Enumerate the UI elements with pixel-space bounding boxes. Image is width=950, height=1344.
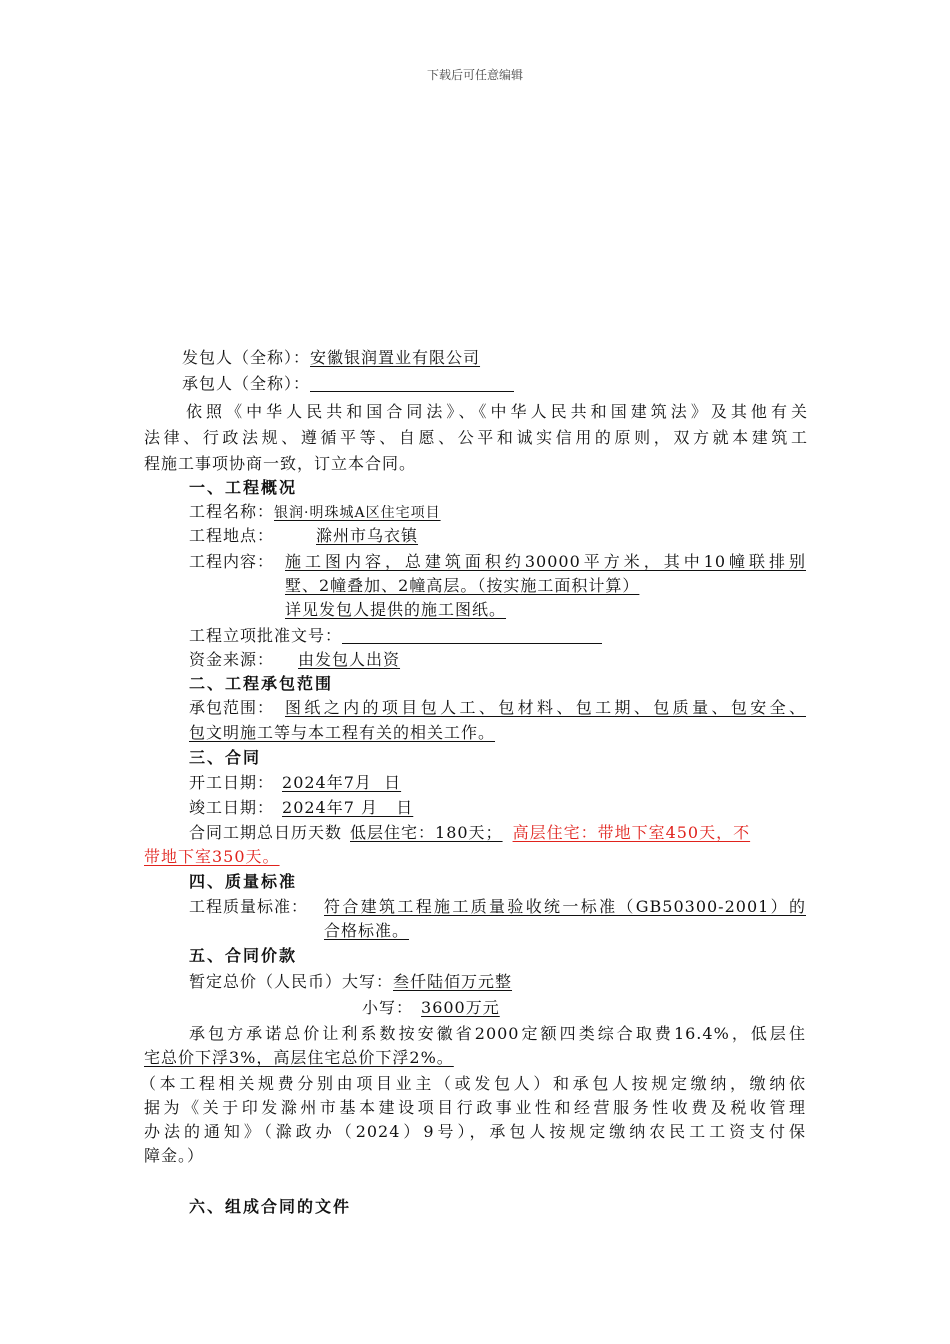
project-name-value: 银润·明珠城A区住宅项目 [274,505,441,521]
page-header-note: 下载后可任意编辑 [426,68,523,82]
price-upper-label: 暂定总价（人民币）大写： [189,972,394,991]
start-date-value: 2024年7月 日 [282,773,402,792]
end-date-value: 2024年7 月 日 [282,798,414,817]
quality-line-2: 合格标准。 [324,921,410,940]
section-1-heading: 一、工程概况 [189,478,298,497]
price-promise-line-2: 宅总价下浮3%，高层住宅总价下浮2%。 [144,1048,454,1067]
start-date-line [189,771,444,795]
fee-note-line-1: （本工程相关规费分别由项目业主（或发包人）和承包人按规定缴纳，缴纳依 [140,1074,806,1093]
quality-line-1: 符合建筑工程施工质量验收统一标准（GB50300-2001）的 [324,897,806,916]
fee-note-line-2: 据为《关于印发滁州市基本建设项目行政事业性和经营服务性收费及税收管理 [144,1098,806,1117]
fund-source-label: 资金来源： [189,650,275,669]
price-lower-line [362,996,500,1020]
intro-line-3: 程施工事项协商一致，订立本合同。 [144,454,417,473]
fee-note-line-3: 办法的通知》（滁政办（2024）9号），承包人按规定缴纳农民工工资支付保 [144,1122,806,1141]
project-location-label: 工程地点： [189,526,275,545]
contractor-label: 承包人（全称）： [182,374,311,393]
project-content-line-1: 施工图内容，总建筑面积约30000平方米，其中10幢联排别 [285,552,806,571]
duration-high-rise: 高层住宅：带地下室450天，不 [512,823,751,842]
duration-label: 合同工期总日历天数 [189,823,343,842]
price-upper-line [189,970,512,994]
scope-label: 承包范围： [189,698,275,717]
end-date-label: 竣工日期： [189,798,275,817]
project-location-line [189,524,502,548]
duration-low-rise: 低层住宅：180天； [350,823,503,842]
start-date-label: 开工日期： [189,773,275,792]
end-date-line [189,796,460,820]
employer-label: 发包人（全称）： [182,348,311,367]
price-promise-line-1: 承包方承诺总价让利系数按安徽省2000定额四类综合取费16.4%，低层住 [189,1024,806,1043]
section-3-heading: 三、合同 [189,748,262,767]
quality-label: 工程质量标准： [189,897,309,916]
contractor-blank [310,373,514,392]
contractor-line [182,372,514,396]
approval-blank [342,625,602,644]
intro-line-2: 法律、行政法规、遵循平等、自愿、公平和诚实信用的原则，双方就本建筑工 [144,428,808,447]
duration-line [189,821,750,845]
section-4-heading: 四、质量标准 [189,872,298,891]
fee-note-line-4: 障金。） [144,1146,205,1165]
fund-source-line [189,648,400,672]
project-content-label: 工程内容： [189,552,275,571]
section-6-heading: 六、组成合同的文件 [189,1197,352,1216]
fund-source-value: 由发包人出资 [298,650,401,669]
price-upper-value: 叁仟陆佰万元整 [393,972,513,991]
price-lower-label: 小写： [362,998,414,1017]
project-name-label: 工程名称： [189,502,275,521]
project-content-line-2: 墅、2幢叠加、2幢高层。（按实施工面积计算） [285,576,640,595]
duration-high-rise-cont: 带地下室350天。 [144,847,280,866]
employer-value: 安徽银润置业有限公司 [310,348,481,367]
section-5-heading: 五、合同价款 [189,946,298,965]
project-name-line [189,500,441,524]
project-location-value: 滁州市乌衣镇 [316,526,419,545]
employer-line [182,346,480,370]
intro-line-1: 依照《中华人民共和国合同法》、《中华人民共和国建筑法》及其他有关 [186,402,808,421]
approval-label: 工程立项批准文号： [189,626,343,645]
scope-line-1: 图纸之内的项目包人工、包材料、包工期、包质量、包安全、 [285,698,806,717]
scope-line-2: 包文明施工等与本工程有关的相关工作。 [189,723,496,742]
section-2-heading: 二、工程承包范围 [189,674,334,693]
project-content-line-3: 详见发包人提供的施工图纸。 [285,600,507,619]
approval-line [189,624,602,648]
price-lower-value: 3600万元 [421,998,500,1017]
